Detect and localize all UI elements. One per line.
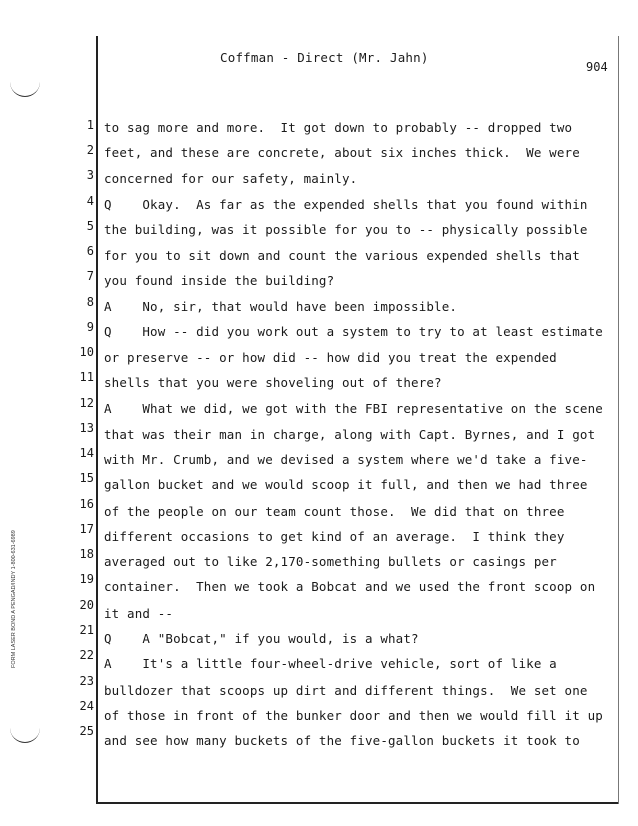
transcript-line: A It's a little four-wheel-drive vehicle, sort of like a xyxy=(104,656,557,671)
line-number: 16 xyxy=(79,497,94,511)
transcript-line: A No, sir, that would have been impossible. xyxy=(104,299,458,314)
right-margin-rule xyxy=(618,36,619,804)
line-number: 2 xyxy=(86,143,94,157)
transcript-line: A What we did, we got with the FBI representative on the scene xyxy=(104,401,603,416)
line-number: 20 xyxy=(79,598,94,612)
transcript-line: that was their man in charge, along with Capt. Byrnes, and I got xyxy=(104,427,596,442)
transcript-line: and see how many buckets of the five-gallon buckets it took to xyxy=(104,733,580,748)
line-number: 25 xyxy=(79,724,94,738)
line-number: 19 xyxy=(79,572,94,586)
transcript-line: gallon bucket and we would scoop it full, and then we had three xyxy=(104,477,588,492)
transcript-line: or preserve -- or how did -- how did you treat the expended xyxy=(104,350,557,365)
page-header: Coffman - Direct (Mr. Jahn) xyxy=(220,50,429,65)
line-number: 22 xyxy=(79,648,94,662)
transcript-line: averaged out to like 2,170-something bullets or casings per xyxy=(104,554,557,569)
transcript-line: of those in front of the bunker door and then we would fill it up xyxy=(104,708,603,723)
line-number: 5 xyxy=(86,219,94,233)
transcript-line: Q How -- did you work out a system to try to at least estimate xyxy=(104,324,603,339)
line-number: 11 xyxy=(79,370,94,384)
punch-hole-mark xyxy=(10,728,40,743)
line-number: 13 xyxy=(79,421,94,435)
transcript-line: you found inside the building? xyxy=(104,273,335,288)
transcript-line: shells that you were shoveling out of there? xyxy=(104,375,442,390)
line-number: 23 xyxy=(79,674,94,688)
line-number: 7 xyxy=(86,269,94,283)
transcript-line: container. Then we took a Bobcat and we used the front scoop on xyxy=(104,579,596,594)
line-number: 18 xyxy=(79,547,94,561)
transcript-line: feet, and these are concrete, about six inches thick. We were xyxy=(104,145,580,160)
line-number: 10 xyxy=(79,345,94,359)
transcript-line: bulldozer that scoops up dirt and different things. We set one xyxy=(104,683,588,698)
transcript-line: for you to sit down and count the various expended shells that xyxy=(104,248,580,263)
line-number: 17 xyxy=(79,522,94,536)
line-number: 14 xyxy=(79,446,94,460)
transcript-line: it and -- xyxy=(104,606,174,621)
line-number: 1 xyxy=(86,118,94,132)
line-number: 9 xyxy=(86,320,94,334)
bottom-margin-rule xyxy=(96,802,618,804)
transcript-line: concerned for our safety, mainly. xyxy=(104,171,358,186)
line-number: 24 xyxy=(79,699,94,713)
line-number: 6 xyxy=(86,244,94,258)
line-number: 8 xyxy=(86,295,94,309)
transcript-line: the building, was it possible for you to -- physically possible xyxy=(104,222,588,237)
transcript-line: different occasions to get kind of an average. I think they xyxy=(104,529,565,544)
transcript-line: to sag more and more. It got down to probably -- dropped two xyxy=(104,120,573,135)
transcript-line: with Mr. Crumb, and we devised a system where we'd take a five- xyxy=(104,452,588,467)
line-number: 12 xyxy=(79,396,94,410)
page-number: 904 xyxy=(586,60,608,74)
left-margin-rule xyxy=(96,36,98,804)
form-imprint-text: FORM LASER BOND A PENGAD/INDY 1-800-631-6989 xyxy=(11,530,17,668)
form-imprint xyxy=(4,498,18,668)
line-number: 21 xyxy=(79,623,94,637)
line-number: 4 xyxy=(86,194,94,208)
transcript-line: Q Okay. As far as the expended shells that you found within xyxy=(104,197,588,212)
line-number: 15 xyxy=(79,471,94,485)
transcript-line: of the people on our team count those. We did that on three xyxy=(104,504,565,519)
transcript-line: Q A "Bobcat," if you would, is a what? xyxy=(104,631,419,646)
punch-hole-mark xyxy=(10,82,40,97)
line-number: 3 xyxy=(86,168,94,182)
